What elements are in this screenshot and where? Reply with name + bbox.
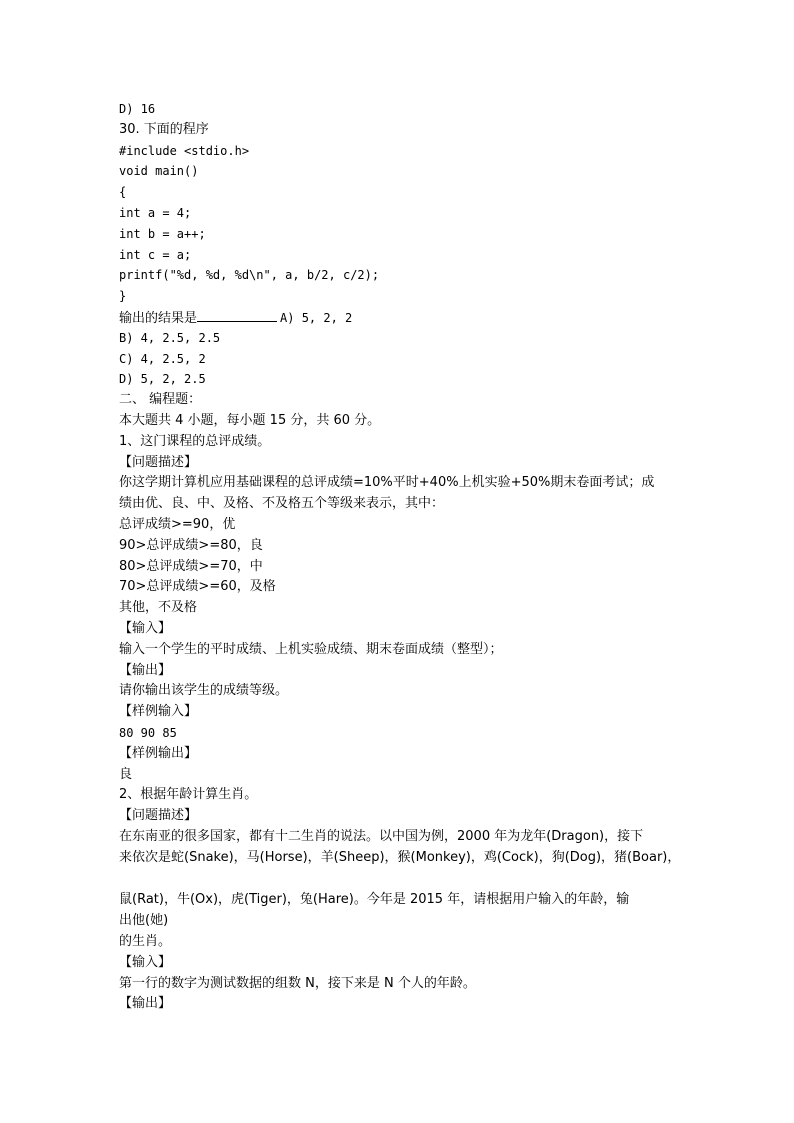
line-text: 【样例输入】 — [119, 704, 198, 720]
line-text: 绩由优、良、中、及格、不及格五个等级来表示，其中： — [119, 496, 445, 512]
line-text: int a = 4; — [119, 205, 192, 220]
line-text: B) 4, 2.5, 2.5 — [119, 330, 221, 345]
text-line — [119, 640, 719, 661]
text-line — [119, 702, 719, 723]
text-line — [119, 286, 719, 307]
text-line — [119, 723, 719, 744]
text-line — [119, 203, 719, 224]
text-line — [119, 432, 719, 453]
text-line — [119, 932, 719, 953]
option-a-text: A) 5, 2, 2 — [280, 310, 353, 325]
line-text: { — [119, 185, 127, 200]
line-text: 70>总评成绩>=60，及格 — [119, 579, 276, 595]
text-line — [119, 577, 719, 598]
text-line — [119, 224, 719, 245]
text-line — [119, 953, 719, 974]
line-text: 请你输出该学生的成绩等级。 — [119, 683, 289, 699]
line-text: C) 4, 2.5, 2 — [119, 351, 206, 366]
text-line — [119, 785, 719, 806]
line-text: 二、 编程题： — [119, 392, 202, 408]
line-text: 80>总评成绩>=70，中 — [119, 558, 263, 574]
line-text: int b = a++; — [119, 226, 206, 241]
line-text: 【输入】 — [119, 620, 172, 636]
text-line — [119, 99, 719, 120]
line-text: D) 5, 2, 2.5 — [119, 372, 206, 387]
line-text: printf("%d, %d, %d\n", a, b/2, c/2); — [119, 268, 380, 283]
line-text: 2、根据年龄计算生肖。 — [119, 787, 258, 803]
document-page — [119, 99, 719, 1015]
text-line — [119, 515, 719, 536]
line-text: 90>总评成绩>=80，良 — [119, 537, 263, 553]
line-text: 其他，不及格 — [119, 600, 198, 616]
text-line — [119, 827, 719, 848]
line-text: 80 90 85 — [119, 725, 177, 740]
line-text: 【问题描述】 — [119, 454, 198, 470]
text-line — [119, 369, 719, 390]
line-text: 输出的结果是 — [119, 310, 198, 326]
line-text: } — [119, 289, 127, 304]
text-line — [119, 598, 719, 619]
text-line — [119, 557, 719, 578]
line-text: 30. 下面的程序 — [119, 121, 209, 137]
text-line — [119, 744, 719, 765]
text-line — [119, 390, 719, 411]
text-line — [119, 661, 719, 682]
text-line — [119, 349, 719, 370]
line-text: 鼠(Rat)，牛(Ox)，虎(Tiger)，兔(Hare)。今年是 2015 年，请根据用户输入的年龄，输 — [119, 892, 630, 908]
line-text: 出他(她) — [119, 913, 169, 929]
text-line — [119, 681, 719, 702]
line-text: 总评成绩>=90，优 — [119, 516, 236, 532]
text-line — [119, 848, 719, 869]
text-line — [119, 806, 719, 827]
text-line — [119, 494, 719, 515]
text-line — [119, 307, 719, 328]
line-text: 【输出】 — [119, 996, 172, 1012]
line-text: 1、这门课程的总评成绩。 — [119, 433, 271, 449]
line-text: 的生肖。 — [119, 934, 172, 950]
text-line — [119, 765, 719, 786]
text-line — [119, 141, 719, 162]
text-line — [119, 994, 719, 1015]
line-text: int c = a; — [119, 247, 192, 262]
text-line — [119, 120, 719, 141]
line-text: 输入一个学生的平时成绩、上机实验成绩、期末卷面成绩（整型）； — [119, 641, 503, 657]
line-text: 第一行的数字为测试数据的组数 N，接下来是 N 个人的年龄。 — [119, 975, 476, 991]
paragraph-gap — [119, 868, 719, 890]
text-line — [119, 619, 719, 640]
line-text: 本大题共 4 小题，每小题 15 分，共 60 分。 — [119, 412, 381, 428]
line-text: 在东南亚的很多国家，都有十二生肖的说法。以中国为例，2000 年为龙年(Dragon)，接下 — [119, 828, 644, 844]
text-line — [119, 182, 719, 203]
line-text: 【样例输出】 — [119, 745, 198, 761]
text-line — [119, 473, 719, 494]
text-line — [119, 536, 719, 557]
answer-blank — [197, 307, 277, 322]
text-line — [119, 328, 719, 349]
line-text: 【输出】 — [119, 662, 172, 678]
text-line — [119, 890, 719, 911]
line-text: 良 — [119, 766, 133, 782]
line-text: 来依次是蛇(Snake)，马(Horse)，羊(Sheep)，猴(Monkey)，鸡(Cock)，狗(Dog)，猪(Boar)， — [119, 849, 681, 865]
text-line — [119, 453, 719, 474]
line-text: 【输入】 — [119, 954, 172, 970]
line-text: 【问题描述】 — [119, 808, 198, 824]
line-text: 你这学期计算机应用基础课程的总评成绩=10%平时+40%上机实验+50%期末卷面考试；成 — [119, 475, 655, 491]
line-text: D) 16 — [119, 102, 156, 116]
text-line — [119, 265, 719, 286]
text-line — [119, 974, 719, 995]
line-text: #include <stdio.h> — [119, 143, 250, 158]
line-text: void main() — [119, 164, 199, 179]
text-line — [119, 911, 719, 932]
text-line — [119, 245, 719, 266]
text-line — [119, 411, 719, 432]
text-line — [119, 161, 719, 182]
